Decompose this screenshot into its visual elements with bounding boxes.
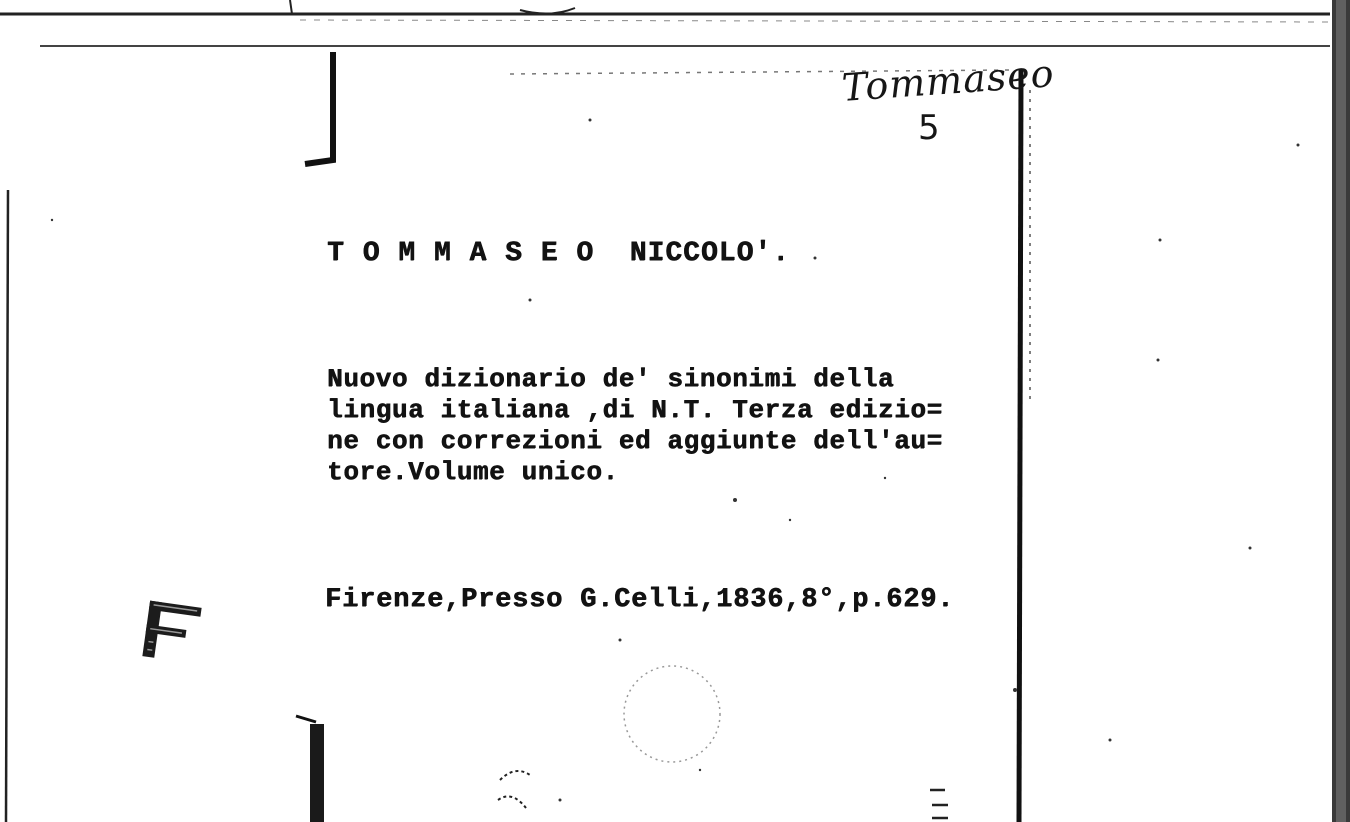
lower-right-marks [930, 790, 948, 818]
top-tick [290, 0, 292, 14]
card-right-border [1019, 70, 1021, 822]
author-heading: T O M M A S E O NICCOLO'. [327, 238, 790, 269]
title-line-2: lingua italiana ,di N.T. Terza edizio= [327, 395, 943, 425]
title-line-3: ne con correzioni ed aggiunte dell'au= [327, 426, 943, 456]
lower-scribble [498, 771, 530, 808]
left-edge-line [6, 190, 8, 822]
f-stamp-mark [140, 600, 204, 664]
title-line-4: tore.Volume unico. [327, 457, 619, 487]
imprint-line: Firenze,Presso G.Celli,1836,8°,p.629. [325, 585, 955, 615]
dashed-rule [300, 20, 1330, 22]
punch-hole-shadow [624, 666, 720, 762]
title-line-1: Nuovo dizionario de' sinonimi della [327, 364, 895, 394]
handwritten-name: Tommaseo [840, 51, 1056, 110]
speckles [51, 119, 1300, 802]
card-corner-bottom [310, 724, 324, 822]
card-corner-top [305, 52, 333, 164]
handwritten-number: 5 [918, 108, 940, 148]
